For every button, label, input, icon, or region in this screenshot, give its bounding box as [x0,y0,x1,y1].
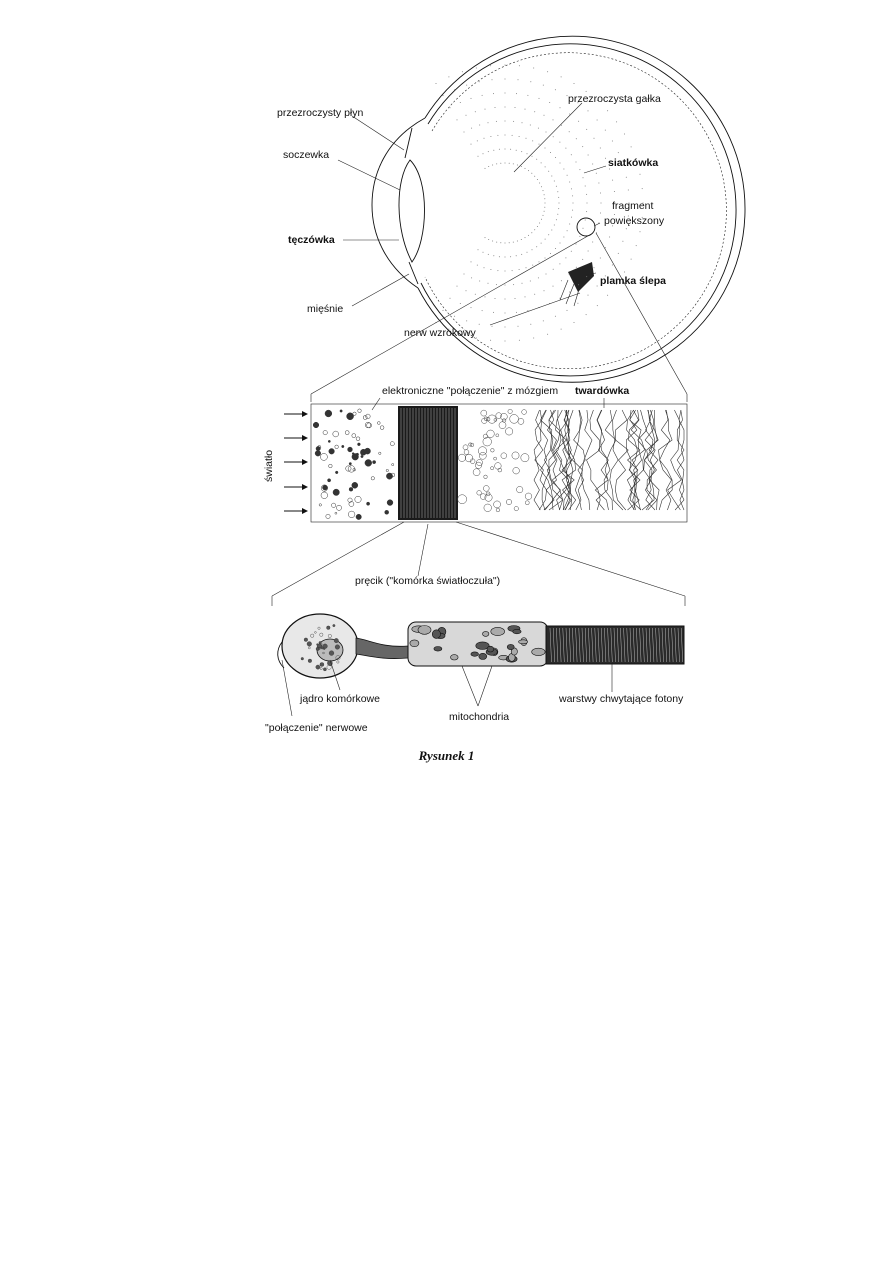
label-brain-connection: elektroniczne "połączenie" z mózgiem [382,385,559,397]
label-photon-layers: warstwy chwytające fotony [559,693,684,705]
light-arrow [284,459,308,465]
label-rod-cell: pręcik ("komórka światłoczuła") [355,575,501,587]
lens-shape [399,160,425,262]
label-optic-nerve: nerw wzrokowy [404,327,476,339]
label-mitochondria: mitochondria [449,711,510,723]
axon-stalk [356,638,408,659]
label-iris: tęczówka [288,234,335,246]
label-fragment-2: powiększony [604,215,665,227]
figure-caption: Rysunek 1 [418,748,475,763]
eye-leader-lines [338,103,606,325]
label-fragment-1: fragment [612,200,654,212]
label-sclera: twardówka [575,385,630,397]
label-retina: siatkówka [608,157,659,169]
zoom-lines-2 [272,522,685,606]
light-arrows [284,411,308,514]
label-transparent-fluid: przezroczysty płyn [277,107,364,119]
label-blind-spot: plamka ślepa [600,275,666,287]
light-arrow [284,411,308,417]
light-arrow [284,508,308,514]
retina-section [311,404,687,522]
zoom-lines-1 [311,233,687,402]
cornea [372,118,425,288]
label-nerve-connection: "połączenie" nerwowe [265,722,368,734]
label-lens: soczewka [283,149,330,161]
light-arrow [284,435,308,441]
iris-bottom [409,262,418,284]
light-arrow [284,484,308,490]
label-muscles: mięśnie [307,303,344,315]
label-light: światło [263,449,275,482]
rod-cell-drawing [278,614,684,678]
iris-top [405,128,412,158]
label-nucleus: jądro komórkowe [300,693,380,705]
optic-nerve-shape [568,262,594,292]
label-vitreous-body: przezroczysta gałka [568,93,661,105]
